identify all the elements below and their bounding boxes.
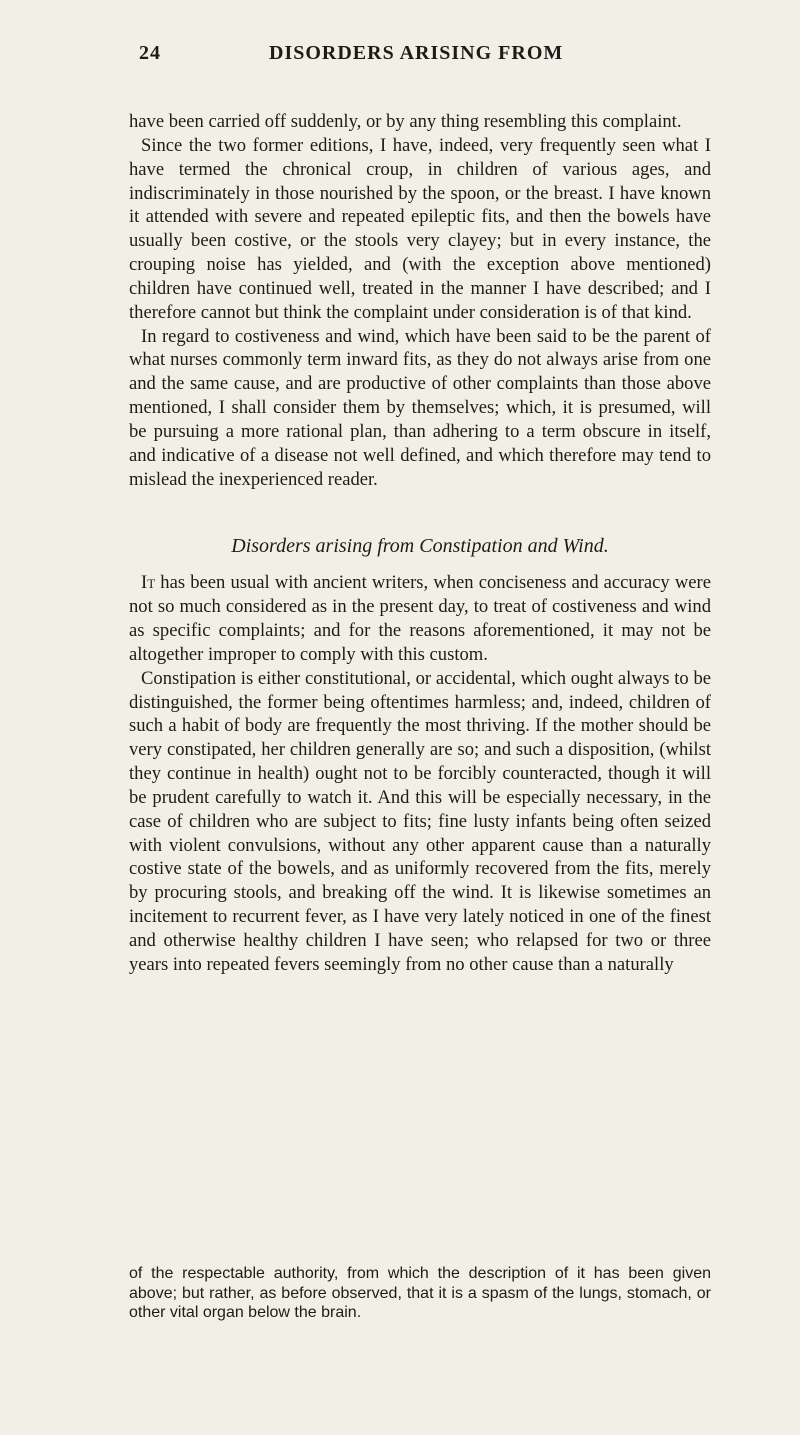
paragraph-constipation: Constipation is either constitutional, or accidental, which ought always to be distinguished, the former being oftentimes harmless; and, indeed, children of such a habit of body are frequently the most thriving. If the mother should be very constipated, her children generally are so; and such a disposition, (whilst they continue in health) ought not to be forcibly counteracted, though it will be prudent carefully to watch it. And this will be especially necessary, in the case of children who are subject to fits; fine lusty infants being often seized with violent convulsions, without any other apparent cause than a naturally costive state of the bowels, and as uniformly recovered from the fits, merely by procuring stools, and breaking off the wind. It is likewise sometimes an incitement to recurrent fever, as I have very lately noticed in one of the finest and otherwise healthy children I have seen; who relapsed for two or three years into repeated fevers seemingly from no other cause than a naturally [129,667,711,975]
main-text [129,110,711,977]
paragraph-ancient-writers [129,571,711,666]
section-heading: Disorders arising from Constipation and Wind. [231,534,609,557]
running-title: DISORDERS ARISING FROM [269,42,564,64]
page-number: 24 [139,42,161,64]
paragraph-continued: have been carried off suddenly, or by any thing resembling this complaint. [129,111,682,132]
opening-word: It [141,572,156,594]
paragraph-chronical-croup: Since the two former editions, I have, indeed, very frequently seen what I have termed the chronical croup, in children of various ages, and indiscriminately in those nourished by the spoon, or the breast. I have known it attended with severe and repeated epileptic fits, and then the bowels have usually been costive, or the stools very clayey; but in every instance, the crouping noise has yielded, and (with the exception above mentioned) children have continued well, treated in the manner I have described; and I therefore cannot but think the complaint under consideration is of that kind. [129,134,711,323]
footnote: of the respectable authority, from which the description of it has been given above; but rather, as before observed, that it is a spasm of the lungs, stomach, or other vital organ below the brain. [129,1265,711,1321]
paragraph-ancient-writers-text: has been usual with ancient writers, when conciseness and accuracy were not so much considered as in the present day, to treat of costiveness and wind as specific complaints; and for the reasons aforementioned, it may not be altogether improper to comply with this custom. [129,572,711,665]
paragraph-costiveness-wind: In regard to costiveness and wind, which have been said to be the parent of what nurses commonly term inward fits, as they do not always arise from one and the same cause, and are productive of other complaints than those above mentioned, I shall consider them by themselves; which, it is presumed, will be pursuing a more rational plan, than adhering to a term obscure in itself, and indicative of a disease not well defined, and which therefore may tend to mislead the inexperienced reader. [129,325,711,490]
